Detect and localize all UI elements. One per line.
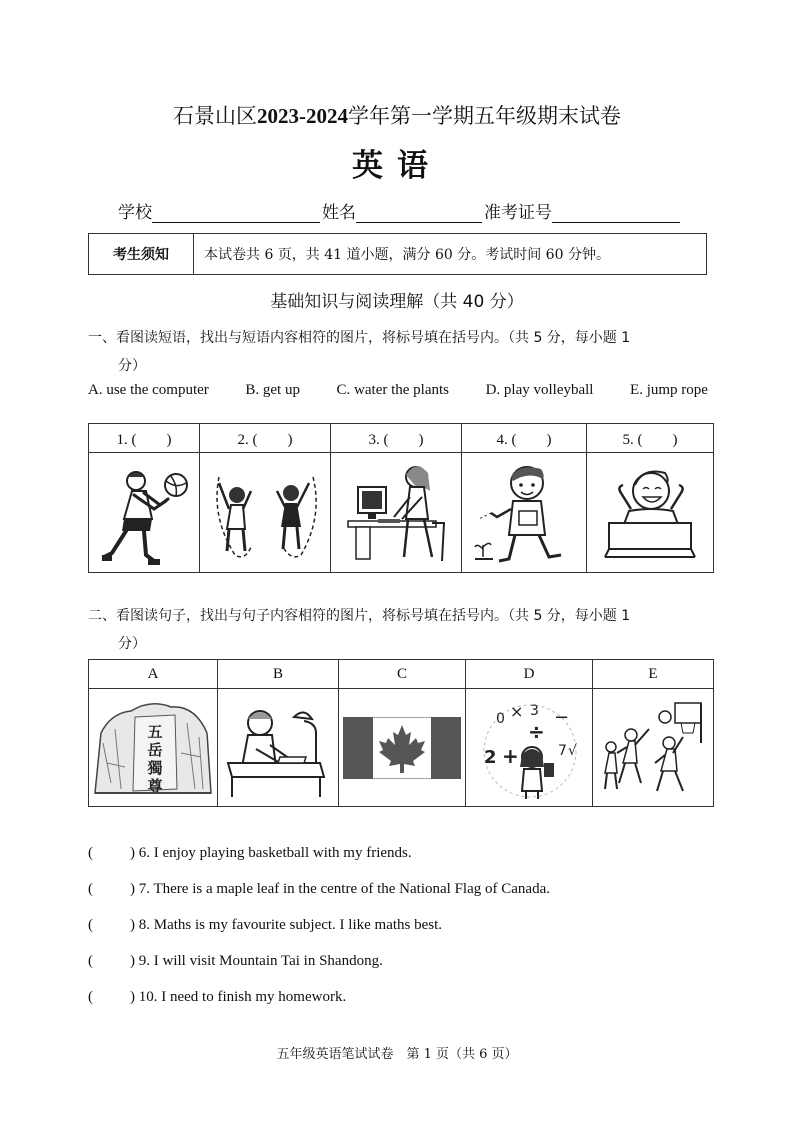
question-8-text: ) 8. Maths is my favourite subject. I like maths best. <box>130 917 443 933</box>
student-info-line <box>118 198 682 223</box>
svg-text:0: 0 <box>496 710 505 727</box>
option-c: C. water the plants <box>336 382 450 398</box>
answer-bracket-9[interactable]: ( <box>88 953 93 969</box>
part2-instruction <box>88 602 698 658</box>
mountain-inscription-4: 尊 <box>147 776 163 795</box>
answer-bracket-10[interactable]: ( <box>88 989 93 1005</box>
answer-slot-5[interactable]: 5. ( ) <box>587 424 714 453</box>
title-suffix: 学年第一学期五年级期末试卷 <box>348 104 621 128</box>
question-6 <box>88 845 412 862</box>
question-6-text: ) 6. I enjoy playing basketball with my friends. <box>130 845 412 861</box>
page-footer: 五年级英语笔试试卷 第 1 页（共 6 页） <box>276 1047 518 1062</box>
svg-text:2: 2 <box>484 746 497 768</box>
volleyball-player-picture <box>89 453 200 573</box>
part1-instruction <box>88 324 698 380</box>
question-9 <box>88 953 383 970</box>
answer-bracket-6[interactable]: ( <box>88 845 93 861</box>
watering-plant-picture <box>462 453 587 573</box>
title-prefix: 石景山区 <box>173 104 257 128</box>
svg-text:+: + <box>502 743 519 768</box>
answer-slot-3[interactable]: 3. ( ) <box>331 424 462 453</box>
part1-options <box>88 382 708 399</box>
mountain-tai-picture <box>89 689 218 807</box>
part2-picture-table <box>88 659 714 807</box>
question-7-text: ) 7. There is a maple leaf in the centre of the National Flag of Canada. <box>130 881 550 897</box>
option-b: B. get up <box>245 382 300 398</box>
jump-rope-kids-picture <box>200 453 331 573</box>
svg-text:÷: ÷ <box>528 719 545 744</box>
canada-flag-picture <box>339 689 466 807</box>
answer-bracket-8[interactable]: ( <box>88 917 93 933</box>
mountain-inscription-2: 岳 <box>147 740 163 759</box>
question-7 <box>88 881 550 898</box>
maths-picture <box>466 689 593 807</box>
getting-up-picture <box>587 453 714 573</box>
computer-user-picture <box>331 453 462 573</box>
name-label: 姓名 <box>322 203 356 223</box>
title-years: 2023-2024 <box>257 104 348 128</box>
notice-text: 本试卷共 6 页，共 41 道小题，满分 60 分。考试时间 60 分钟。 <box>204 247 610 263</box>
mountain-inscription-3: 獨 <box>147 758 163 777</box>
picture-label-e: E <box>593 660 714 689</box>
picture-label-c: C <box>339 660 466 689</box>
part2-instruction-cont: 分） <box>118 636 146 652</box>
svg-text:7: 7 <box>558 742 567 759</box>
part1-instruction-line: 一、看图读短语，找出与短语内容相符的图片，将标号填在括号内。（共 5 分，每小题 1 <box>88 330 631 346</box>
svg-text:3: 3 <box>530 702 539 719</box>
question-10-text: ) 10. I need to finish my homework. <box>130 989 347 1005</box>
answer-slot-1[interactable]: 1. ( ) <box>89 424 200 453</box>
answer-bracket-7[interactable]: ( <box>88 881 93 897</box>
notice-box <box>88 233 707 275</box>
exam-title <box>0 100 794 130</box>
option-d: D. play volleyball <box>485 382 594 398</box>
picture-label-b: B <box>218 660 339 689</box>
name-field[interactable] <box>356 204 482 223</box>
part1-instruction-cont: 分） <box>118 358 146 374</box>
exam-no-field[interactable] <box>552 204 680 223</box>
subject-title: 英语 <box>352 148 442 184</box>
section-heading: 基础知识与阅读理解（共 40 分） <box>270 292 524 312</box>
svg-text:−: − <box>554 706 570 728</box>
part2-instruction-line: 二、看图读句子，找出与句子内容相符的图片，将标号填在括号内。（共 5 分，每小题 1 <box>88 608 631 624</box>
homework-desk-picture <box>218 689 339 807</box>
answer-slot-4[interactable]: 4. ( ) <box>462 424 587 453</box>
question-10 <box>88 989 346 1006</box>
picture-label-a: A <box>89 660 218 689</box>
option-e: E. jump rope <box>630 382 708 398</box>
exam-no-label: 准考证号 <box>484 203 552 223</box>
answer-slot-2[interactable]: 2. ( ) <box>200 424 331 453</box>
option-a: A. use the computer <box>88 382 209 398</box>
question-9-text: ) 9. I will visit Mountain Tai in Shandong. <box>130 953 383 969</box>
svg-text:√: √ <box>568 742 577 759</box>
basketball-picture <box>593 689 714 807</box>
picture-label-d: D <box>466 660 593 689</box>
school-label: 学校 <box>118 203 152 223</box>
part1-picture-table <box>88 423 714 573</box>
svg-text:×: × <box>510 701 524 721</box>
notice-label: 考生须知 <box>89 234 194 274</box>
question-8 <box>88 917 442 934</box>
school-field[interactable] <box>152 204 320 223</box>
mountain-inscription-1: 五 <box>147 722 163 741</box>
